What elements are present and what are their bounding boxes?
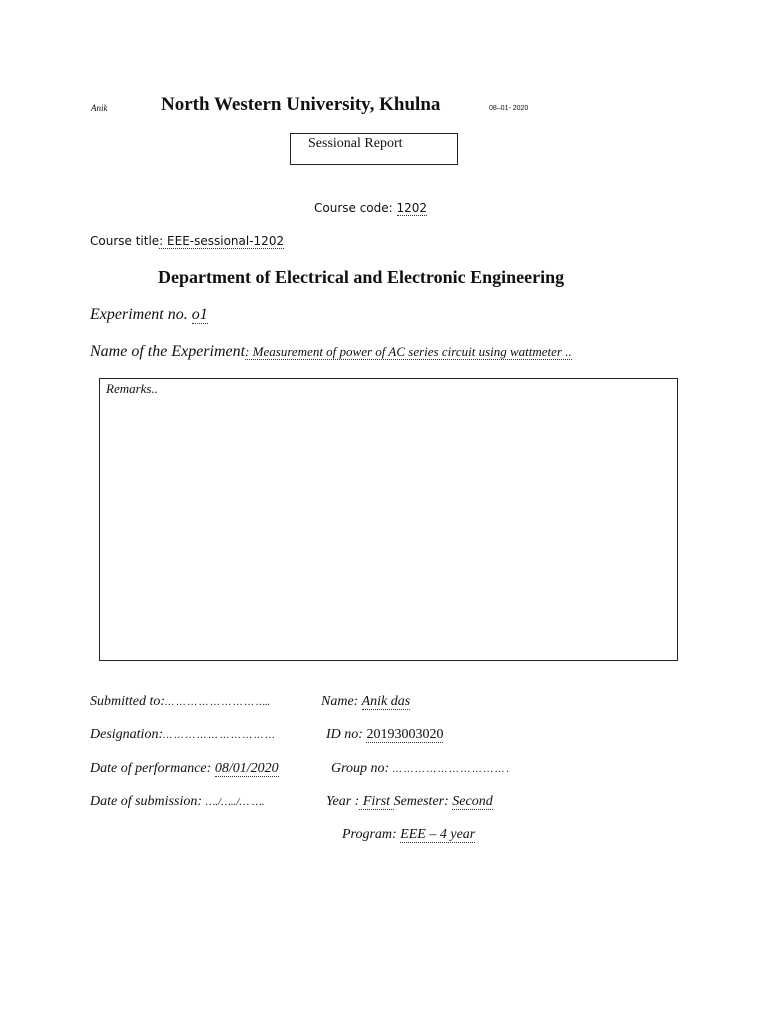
year-label: Year : — [326, 794, 360, 809]
date-of-performance-field — [90, 761, 279, 777]
remarks-box — [99, 378, 678, 661]
experiment-number-label: Experiment no. — [90, 306, 188, 323]
name-field — [321, 694, 410, 710]
course-code — [314, 201, 427, 215]
experiment-name — [90, 343, 572, 361]
department-title: Department of Electrical and Electronic Engineering — [158, 267, 565, 287]
author-initial: Anik — [91, 103, 108, 113]
date-of-performance-label: Date of performance: — [90, 761, 212, 776]
group-label: Group no: — [331, 761, 390, 776]
course-code-value: 1202 — [396, 201, 428, 215]
experiment-number-value: o1 — [191, 306, 208, 323]
program-field — [342, 827, 475, 843]
header-date: 08–01- 2020 — [489, 105, 529, 112]
id-field — [326, 727, 443, 743]
group-value: … … … … … … … … … … . — [392, 764, 510, 775]
date-of-submission-value: …./…../… …. — [205, 796, 265, 808]
id-label: ID no: — [326, 727, 363, 742]
course-code-label: Course code: — [314, 201, 393, 215]
group-field — [331, 761, 509, 777]
course-title — [90, 234, 284, 248]
date-of-submission-field — [90, 794, 265, 810]
course-title-label: Course title — [90, 234, 160, 248]
id-value: 20193003020 — [366, 727, 444, 742]
year-semester-field — [326, 794, 493, 810]
program-label: Program: — [342, 827, 397, 842]
remarks-label: Remarks.. — [106, 381, 158, 396]
report-type-box — [290, 133, 458, 165]
university-title: North Western University, Khulna — [161, 94, 441, 115]
name-label: Name: — [321, 694, 359, 709]
experiment-name-value: : Measurement of power of AC series circuit using wattmeter .. — [245, 344, 572, 359]
experiment-name-label: Name of the Experiment — [90, 343, 246, 360]
semester-label: Semester: — [393, 794, 449, 809]
date-of-submission-label: Date of submission: — [90, 794, 202, 809]
date-of-performance-value: 08/01/2020 — [214, 761, 279, 776]
designation-label: Designation: — [90, 727, 164, 742]
submitted-to-field — [90, 694, 270, 710]
submitted-to-value: … … … … … … … … ….. — [165, 697, 271, 708]
course-title-value: : EEE-sessional-1202 — [159, 234, 285, 248]
report-type-label: Sessional Report — [308, 136, 403, 151]
experiment-number — [90, 306, 208, 324]
name-value: Anik das — [361, 694, 411, 709]
designation-value: … … … … … … … … … … — [163, 730, 275, 741]
submitted-to-label: Submitted to: — [90, 694, 166, 709]
program-value: EEE – 4 year — [400, 827, 476, 842]
year-value: First — [359, 794, 394, 809]
designation-field — [90, 727, 275, 743]
semester-value: Second — [452, 794, 493, 809]
